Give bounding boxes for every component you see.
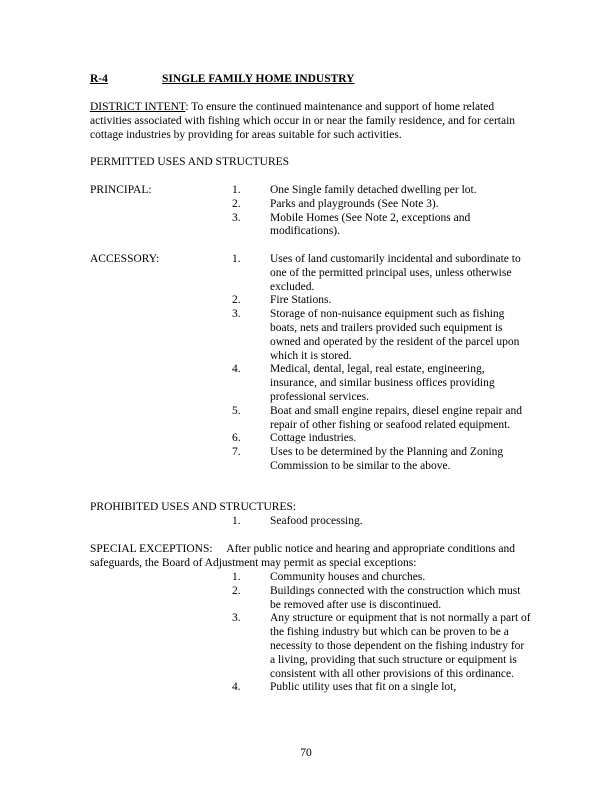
special-exceptions-intro: SPECIAL EXCEPTIONS: After public notice and hearing and appropriate conditions and safeguards, the Board of Adjustment may permit as special exceptions: — [90, 543, 518, 569]
district-intent-label: DISTRICT INTENT — [90, 101, 186, 113]
list-item — [232, 432, 532, 446]
item-text: Boat and small engine repairs, diesel engine repair and repair of other fishing or seafood related equipment. — [270, 404, 522, 431]
list-item — [232, 212, 532, 240]
item-text: Public utility uses that fit on a single lot, — [270, 681, 457, 694]
item-text: Seafood processing. — [270, 515, 363, 527]
list-item — [232, 585, 532, 613]
district-intent — [90, 101, 522, 142]
item-text: Storage of non-nuisance equipment such as fishing boats, nets and trailers provided such equipment is owned and operated by the resident of the parcel upon which it is stored. — [270, 308, 520, 362]
page-number: 70 — [300, 747, 312, 759]
item-text: Parks and playgrounds (See Note 3). — [270, 197, 439, 210]
item-text: Buildings connected with the construction which must be removed after use is discontinued. — [270, 584, 521, 611]
prohibited-list — [232, 515, 532, 529]
prohibited-heading: PROHIBITED USES AND STRUCTURES: — [90, 501, 297, 513]
item-number: 1. — [232, 253, 241, 265]
item-number: 1. — [232, 515, 241, 527]
item-number: 3. — [232, 211, 241, 224]
item-text: Mobile Homes (See Note 2, exceptions and modifications). — [270, 211, 471, 238]
item-text: Community houses and churches. — [270, 571, 426, 583]
list-item — [232, 571, 532, 585]
list-item — [232, 198, 532, 212]
item-number: 3. — [232, 308, 241, 321]
section-heading — [90, 73, 355, 87]
item-text: One Single family detached dwelling per lot. — [270, 184, 477, 196]
item-number: 2. — [232, 584, 241, 597]
item-number: 5. — [232, 404, 241, 417]
principal-list — [232, 184, 532, 239]
item-text: Uses of land customarily incidental and subordinate to one of the permitted principal uses, unless otherwise excluded. — [270, 253, 521, 293]
list-item — [232, 184, 532, 198]
item-number: 2. — [232, 197, 241, 210]
list-item — [232, 294, 532, 308]
accessory-label: ACCESSORY: — [90, 253, 160, 265]
district-title: SINGLE FAMILY HOME INDUSTRY — [162, 73, 355, 85]
item-number: 4. — [232, 363, 241, 376]
item-text: Any structure or equipment that is not normally a part of the fishing industry but which can be proven to be a necessity to those dependent on the fishing industry for a living, providing that such structure or equipment is consistent with all other provisions of this ordinance. — [270, 612, 531, 680]
list-item — [232, 612, 532, 681]
special-exceptions-list — [232, 571, 532, 695]
item-number: 1. — [232, 571, 241, 583]
list-item — [232, 405, 532, 433]
list-item — [232, 681, 532, 695]
item-number: 1. — [232, 184, 241, 196]
list-item — [232, 253, 532, 294]
district-intent-text: : To ensure the continued maintenance and support of home related activities associated with fishing which occur in or near the family residence, and for certain cottage industries by providing for areas suitable for such activities. — [90, 101, 516, 141]
item-number: 3. — [232, 612, 241, 625]
item-number: 7. — [232, 446, 241, 459]
item-number: 4. — [232, 681, 241, 694]
item-number: 6. — [232, 432, 241, 445]
accessory-list — [232, 253, 532, 474]
item-text: Uses to be determined by the Planning and Zoning Commission to be similar to the above. — [270, 446, 504, 472]
list-item — [232, 515, 532, 529]
item-text: Fire Stations. — [270, 294, 332, 307]
principal-label: PRINCIPAL: — [90, 184, 152, 196]
item-number: 2. — [232, 294, 241, 307]
item-text: Cottage industries. — [270, 432, 357, 445]
list-item — [232, 308, 532, 363]
list-item — [232, 363, 532, 404]
district-code: R-4 — [90, 73, 108, 85]
item-text: Medical, dental, legal, real estate, engineering, insurance, and similar business offices providing professional services. — [270, 363, 495, 403]
permitted-heading: PERMITTED USES AND STRUCTURES — [90, 156, 290, 168]
list-item — [232, 446, 532, 474]
